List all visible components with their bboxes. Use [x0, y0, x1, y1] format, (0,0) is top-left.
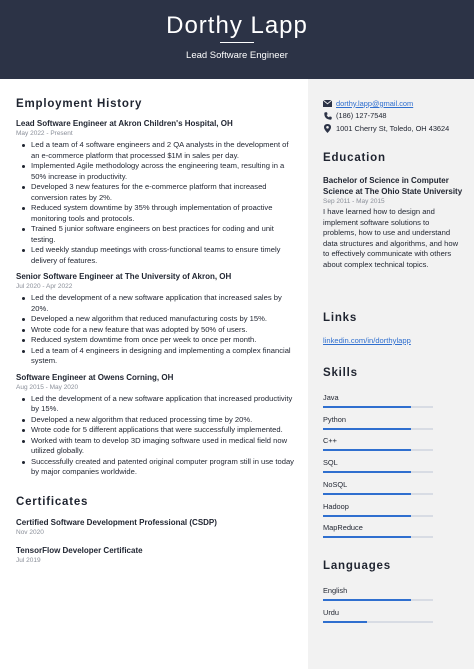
job-bullets	[16, 293, 296, 367]
education-block	[323, 152, 463, 270]
job-bullet: Trained 5 junior software engineers on best practices for coding and unit testing.	[16, 224, 296, 245]
job-bullet: Led a team of 4 software engineers and 2 QA analysts in the development of an e-commerce platform that processed $1M in sales per day.	[16, 140, 296, 161]
job-dates: May 2022 - Present	[16, 130, 73, 137]
skill-row-level-track	[323, 428, 433, 430]
job-bullet: Developed a new algorithm that reduced manufacturing costs by 15%.	[16, 314, 296, 325]
skill-row-level-fill	[323, 449, 411, 451]
skills-heading: Skills	[323, 367, 358, 379]
language-row-level-track	[323, 621, 433, 623]
contact-address-row	[323, 122, 463, 135]
education-degree: Bachelor of Science in Computer Science at The Ohio State University	[323, 176, 463, 196]
address-text: 1001 Cherry St, Toledo, OH 43624	[336, 123, 450, 133]
skill-row-label: Hadoop	[323, 501, 349, 511]
job-bullet: Implemented Agile methodology across the engineering team, resulting in a 50% increase in productivity.	[16, 161, 296, 182]
certificate-date: Nov 2020	[16, 528, 44, 536]
skill-row	[323, 523, 463, 533]
skill-row-level-fill	[323, 493, 411, 495]
language-row-level-track	[323, 599, 433, 601]
skill-row-level-fill	[323, 471, 411, 473]
phone-number: (186) 127-7548	[336, 111, 387, 121]
certificate-title: Certified Software Development Professional (CSDP)	[16, 517, 217, 527]
links-block	[323, 312, 463, 345]
skill-row-level-fill	[323, 515, 411, 517]
education-description: I have learned how to design and implement software solutions to problems, how to use and understand data structures and algorithms, and how to effectively communicate with others about complex technical topics.	[323, 207, 459, 269]
skill-row-label: SQL	[323, 458, 338, 468]
skill-row-level-track	[323, 471, 433, 473]
language-row-level-fill	[323, 621, 367, 623]
job-bullet: Led the development of a new software application that increased sales by 20%.	[16, 293, 296, 314]
job-bullet: Reduced system downtime from once per week to once per month.	[16, 335, 296, 346]
language-row-label: Urdu	[323, 607, 340, 617]
job-bullet: Successfully created and patented original computer program still in use today by major companies worldwide.	[16, 457, 296, 478]
email-link[interactable]: dorthy.lapp@gmail.com	[336, 98, 414, 108]
job-entry	[16, 271, 296, 367]
language-row-level-fill	[323, 599, 411, 601]
job-entry	[16, 372, 296, 478]
skill-row-level-fill	[323, 536, 411, 538]
main-column	[16, 79, 296, 566]
job-bullet: Worked with team to develop 3D imaging software used in medical field now utilized globally.	[16, 436, 296, 457]
skill-row	[323, 480, 463, 490]
certificate-entry	[16, 517, 296, 538]
contact-phone-row	[323, 110, 463, 123]
skill-row	[323, 393, 463, 403]
job-bullet: Developed 3 new features for the e-commerce platform that increased conversion rates by 2%.	[16, 182, 296, 203]
education-heading: Education	[323, 152, 386, 164]
certificate-entry	[16, 545, 296, 566]
job-dates: Jul 2020 - Apr 2022	[16, 283, 73, 290]
contact-block	[323, 97, 463, 135]
certificates-heading: Certificates	[16, 495, 89, 508]
job-bullet: Reduced system downtime by 35% through implementation of proactive monitoring tools and protocols.	[16, 203, 296, 224]
skill-row-level-fill	[323, 428, 411, 430]
skills-heading-block	[323, 367, 463, 379]
job-bullet: Led weekly standup meetings with cross-functional teams to ensure timely delivery of features.	[16, 245, 296, 266]
job-bullet: Led a team of 4 engineers in designing and implementing a complex financial system.	[16, 346, 296, 367]
resume-header	[0, 0, 474, 79]
job-entry	[16, 118, 296, 266]
skill-row-level-track	[323, 449, 433, 451]
linkedin-link[interactable]: linkedin.com/in/dorthylapp	[323, 336, 411, 345]
skill-row-level-track	[323, 536, 433, 538]
job-bullets	[16, 394, 296, 478]
job-title: Lead Software Engineer at Akron Children's Hospital, OH	[16, 119, 233, 128]
candidate-name: Dorthy Lapp	[166, 12, 308, 39]
skill-row-label: C++	[323, 436, 337, 446]
candidate-title: Lead Software Engineer	[186, 50, 288, 61]
job-title: Senior Software Engineer at The University of Akron, OH	[16, 272, 232, 281]
languages-heading: Languages	[323, 560, 391, 572]
links-heading: Links	[323, 312, 358, 324]
job-bullet: Developed a new algorithm that reduced processing time by 20%.	[16, 415, 296, 426]
location-icon	[323, 124, 332, 133]
skill-row-level-track	[323, 515, 433, 517]
skill-row	[323, 502, 463, 512]
job-bullets	[16, 140, 296, 266]
job-bullet: Wrote code for a new feature that was adopted by 50% of users.	[16, 325, 296, 336]
skill-row-label: MapReduce	[323, 523, 363, 533]
language-row-label: English	[323, 586, 348, 595]
job-bullet: Wrote code for 5 different applications that were successfully implemented.	[16, 425, 296, 436]
employment-heading: Employment History	[16, 98, 143, 110]
header-divider	[220, 42, 254, 43]
job-bullet: Led the development of a new software application that increased productivity by 15%.	[16, 394, 296, 415]
skill-row-level-fill	[323, 406, 411, 408]
skill-row-level-track	[323, 406, 433, 408]
certificate-date: Jul 2019	[16, 556, 41, 564]
skill-row	[323, 415, 463, 425]
contact-email-row	[323, 97, 463, 110]
skill-row-label: Python	[323, 414, 347, 424]
skill-row-label: NoSQL	[323, 479, 348, 489]
skill-row-level-track	[323, 493, 433, 495]
education-dates: Sep 2011 - May 2015	[323, 198, 385, 205]
skill-row-label: Java	[323, 393, 339, 402]
phone-icon	[323, 111, 332, 120]
language-row	[323, 608, 463, 618]
skill-row	[323, 458, 463, 468]
email-icon	[323, 99, 332, 108]
job-title: Software Engineer at Owens Corning, OH	[16, 372, 174, 382]
certificate-title: TensorFlow Developer Certificate	[16, 545, 143, 555]
language-row	[323, 586, 463, 596]
skill-row	[323, 436, 463, 446]
job-dates: Aug 2015 - May 2020	[16, 383, 79, 391]
languages-heading-block	[323, 560, 463, 572]
